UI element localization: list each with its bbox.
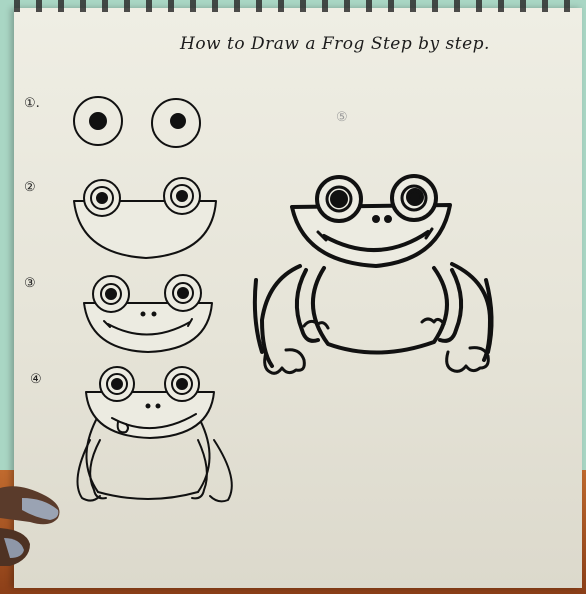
step-4-body xyxy=(78,367,232,501)
step-3-label: ③ xyxy=(24,276,36,291)
finger-thumb xyxy=(0,478,70,568)
step-5-label: ⑤ xyxy=(336,110,348,125)
step-2-label: ② xyxy=(24,180,36,195)
step-2-head xyxy=(74,178,216,258)
step-1-eyes xyxy=(74,97,200,147)
step-1-label: ①. xyxy=(24,96,40,111)
step-5-final-frog xyxy=(255,176,492,373)
page-title: How to Draw a Frog Step by step. xyxy=(180,34,490,54)
step-3-face xyxy=(84,275,212,352)
step-4-label: ④ xyxy=(30,372,42,387)
